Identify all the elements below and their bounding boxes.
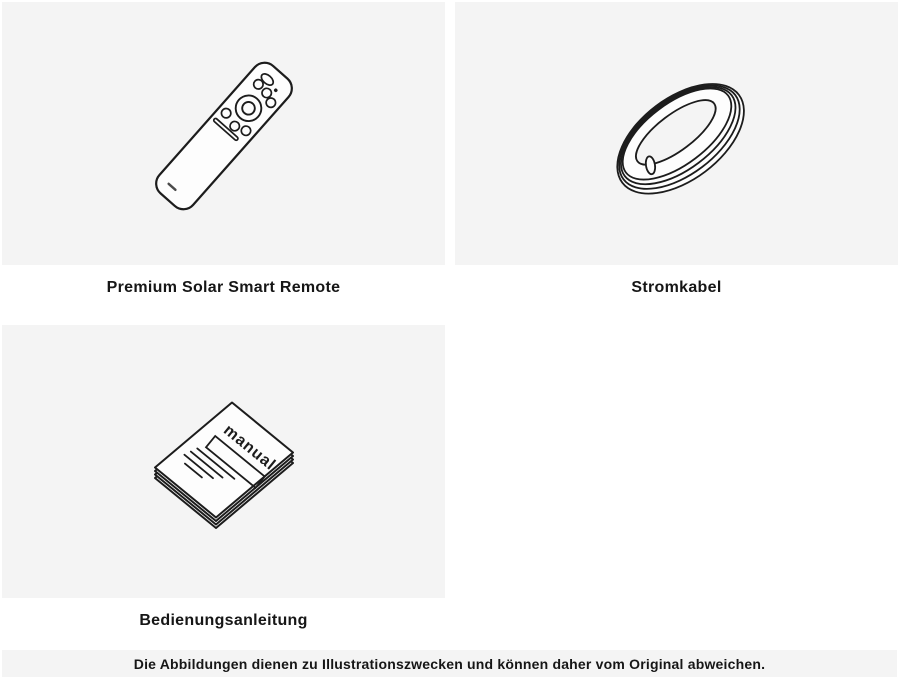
accessory-cell-remote	[2, 2, 445, 325]
accessory-panel-manual	[2, 325, 445, 598]
accessory-label-power-cable: Stromkabel	[631, 279, 722, 296]
power-cable-illustration	[547, 14, 807, 254]
disclaimer-text: Die Abbildungen dienen zu Illustrationszwecken und können daher vom Original abweichen.	[133, 655, 766, 672]
disclaimer-bar	[2, 650, 897, 677]
accessory-panel-power-cable	[455, 2, 898, 265]
accessories-row-top	[0, 0, 900, 325]
accessory-label-remote: Premium Solar Smart Remote	[106, 279, 341, 296]
accessory-cell-manual	[2, 325, 445, 658]
accessory-cell-power-cable	[455, 2, 898, 325]
manual-illustration	[74, 332, 374, 592]
accessory-label-manual: Bedienungsanleitung	[139, 612, 308, 629]
accessory-cell-empty	[455, 325, 898, 658]
accessories-row-bottom	[0, 325, 900, 658]
accessory-panel-remote	[2, 2, 445, 265]
manual-cover-text: manual	[219, 421, 279, 474]
remote-illustration	[94, 14, 354, 254]
